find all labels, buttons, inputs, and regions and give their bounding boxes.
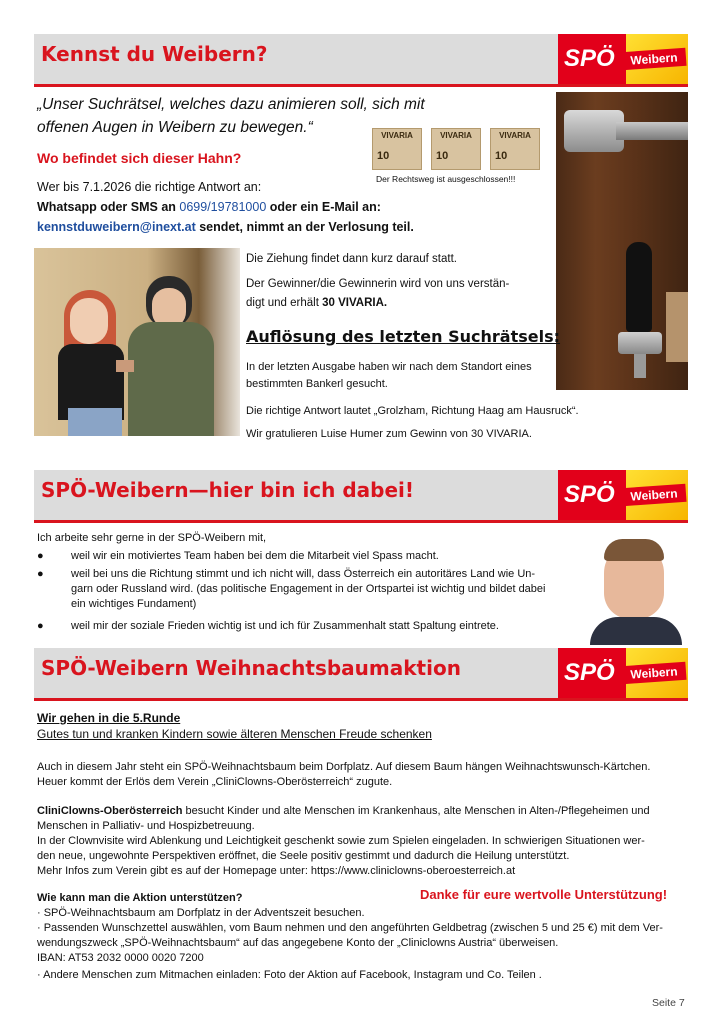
para2-line-4: den neue, ungewohnte Perspektiven eröffnet, die Seele positiv gestimmt und dadurch die Heilung unterstützt. xyxy=(37,850,570,862)
support-step-2-line-2: wendungszweck „SPÖ-Weihnachtsbaum“ auf das angegebene Konto der „Cliniclowns Austria“ überweisen. xyxy=(37,937,559,949)
section2-divider xyxy=(34,520,688,523)
spo-weibern-logo: SPÖ Weibern xyxy=(558,648,688,698)
support-step-3: · Andere Menschen zum Mitmachen einladen: Foto der Aktion auf Facebook, Instagram und Co. Teilen . xyxy=(37,969,542,981)
section2-header-band xyxy=(34,470,688,520)
draw-text: Die Ziehung findet dann kurz darauf statt. xyxy=(246,253,457,265)
legal-note: Der Rechtsweg ist ausgeschlossen!!! xyxy=(376,174,516,184)
deadline-text: Wer bis 7.1.2026 die richtige Antwort an: xyxy=(37,180,262,194)
support-title: Wie kann man die Aktion unterstützen? xyxy=(37,892,243,904)
para2-line-3: In der Clownvisite wird Ablenkung und Leichtigkeit geschenkt sowie zum Spielen eingeladen. In schwierigen Situationen wer- xyxy=(37,835,645,847)
winner-photo xyxy=(34,248,240,436)
para1-line-1: Auch in diesem Jahr steht ein SPÖ-Weihnachtsbaum beim Dorfplatz. Auf diesem Baum hängen Weihnachtswunsch-Kärtchen. xyxy=(37,761,651,773)
solution-title: Auflösung des letzten Suchrätsels: xyxy=(246,327,561,346)
voucher-1: VIVARIA 10 xyxy=(372,128,422,170)
section3-divider xyxy=(34,698,688,701)
section3-title: SPÖ-Weibern Weihnachtsbaumaktion xyxy=(41,656,461,680)
voucher-row xyxy=(372,128,540,172)
bullet-item: ● weil bei uns die Richtung stimmt und ich nicht will, dass Österreich ein autoritäres Land wie Un- garn oder Russland wird. (das politische Engagement in der Ortspartei ist wichtig und bildet dabei ein wichtiges Fundament) xyxy=(37,568,546,610)
para2-line-1: CliniClowns-Oberösterreich besucht Kinder und alte Menschen im Krankenhaus, alte Menschen in Alten-/Pflegeheimen und xyxy=(37,805,650,817)
spo-weibern-logo: SPÖ Weibern xyxy=(558,470,688,520)
phone-number[interactable]: 0699/19781000 xyxy=(179,200,267,214)
member-portrait xyxy=(590,533,682,645)
iban-text: IBAN: AT53 2032 0000 0020 7200 xyxy=(37,952,204,964)
page-number: Seite 7 xyxy=(652,997,685,1009)
section1-divider xyxy=(34,84,688,87)
campaign-subtitle-2: Gutes tun und kranken Kindern sowie älteren Menschen Freude schenken xyxy=(37,727,432,741)
winner-line-1: Der Gewinner/die Gewinnerin wird von uns verstän- xyxy=(246,278,510,290)
thanks-text: Danke für eure wertvolle Unterstützung! xyxy=(420,887,668,902)
email-line: kennstduweibern@inext.at sendet, nimmt an der Verlosung teil. xyxy=(37,220,414,234)
campaign-subtitle-1: Wir gehen in die 5.Runde xyxy=(37,711,181,725)
section2-intro: Ich arbeite sehr gerne in der SPÖ-Weibern mit, xyxy=(37,532,267,544)
para2-line-2: Menschen in Palliativ- und Hospizbetreuung. xyxy=(37,820,255,832)
contact-line: Whatsapp oder SMS an 0699/19781000 oder ein E-Mail an: xyxy=(37,200,381,214)
congrats-text: Wir gratulieren Luise Humer zum Gewinn von 30 VIVARIA. xyxy=(246,428,532,440)
spo-weibern-logo: SPÖ Weibern xyxy=(558,34,688,84)
bullet-item: ● weil wir ein motiviertes Team haben bei dem die Mitarbeit viel Spass macht. xyxy=(37,550,439,562)
section2-title: SPÖ-Weibern—hier bin ich dabei! xyxy=(41,478,415,502)
section3-header-band xyxy=(34,648,688,698)
para1-line-2: Heuer kommt der Erlös dem Verein „CliniClowns-Oberösterreich“ zugute. xyxy=(37,776,393,788)
email-link[interactable]: kennstduweibern@inext.at xyxy=(37,220,196,234)
section1-header-band xyxy=(34,34,688,84)
para2-line-5: Mehr Infos zum Verein gibt es auf der Homepage unter: https://www.cliniclowns-oberoesterreich.at xyxy=(37,865,516,877)
intro-line-2: offenen Augen in Weibern zu bewegen.“ xyxy=(37,119,313,136)
support-step-2-line-1: · Passenden Wunschzettel auswählen, vom Baum nehmen und den angeführten Geldbetrag (zwischen 5 und 25 €) mit dem Ver- xyxy=(37,922,663,934)
winner-line-2: digt und erhält 30 VIVARIA. xyxy=(246,297,388,309)
solution-line-1: In der letzten Ausgabe haben wir nach dem Standort eines xyxy=(246,361,532,373)
voucher-2: VIVARIA 10 xyxy=(431,128,481,170)
bullet-list xyxy=(37,549,577,637)
voucher-3: VIVARIA 10 xyxy=(490,128,540,170)
support-step-1: · SPÖ-Weihnachtsbaum am Dorfplatz in der Adventszeit besuchen. xyxy=(37,907,365,919)
answer-text: Die richtige Antwort lautet „Grolzham, Richtung Haag am Hausruck“. xyxy=(246,405,579,417)
tap-photo xyxy=(556,92,688,390)
intro-line-1: „Unser Suchrätsel, welches dazu animieren soll, sich mit xyxy=(37,96,425,113)
solution-line-2: bestimmten Bankerl gesucht. xyxy=(246,378,388,390)
bullet-item: ● weil mir der soziale Frieden wichtig ist und ich für Zusammenhalt statt Spaltung eintrete. xyxy=(37,620,499,632)
section1-title: Kennst du Weibern? xyxy=(41,42,268,66)
puzzle-question: Wo befindet sich dieser Hahn? xyxy=(37,150,242,166)
